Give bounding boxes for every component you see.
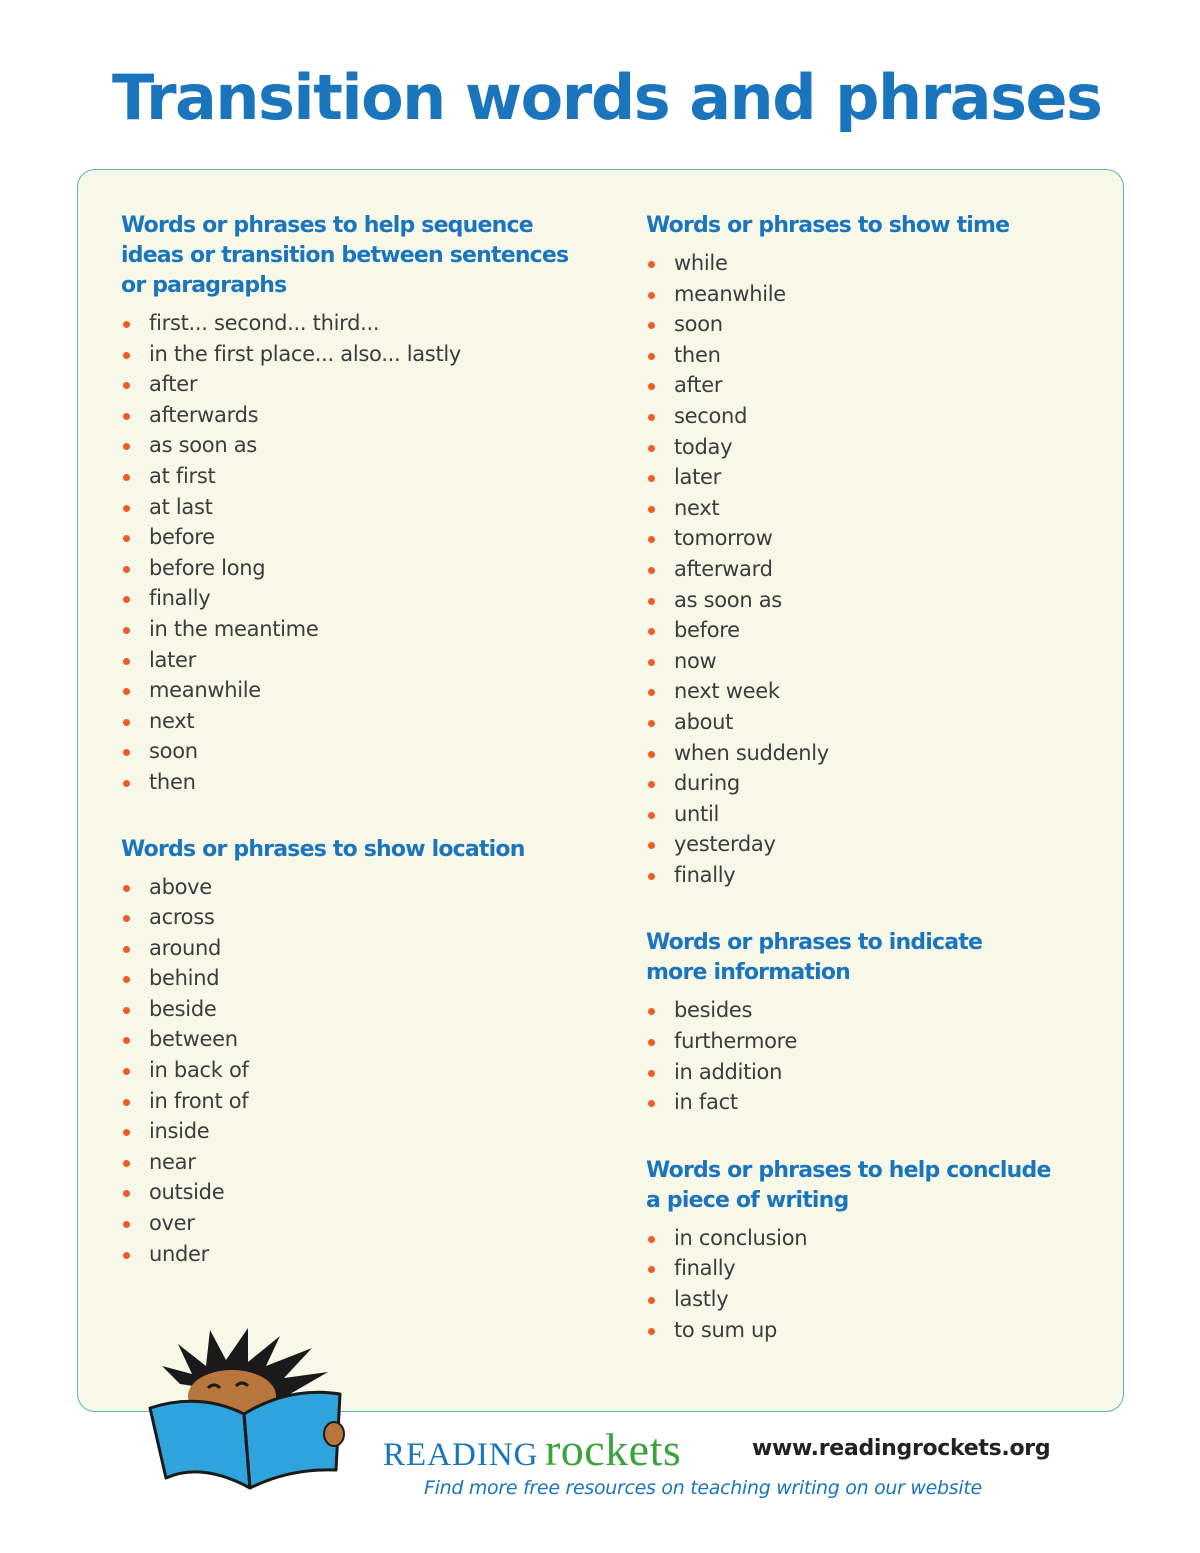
list-item: second xyxy=(646,401,1086,432)
section-heading-time xyxy=(646,211,1086,241)
list-item: about xyxy=(646,707,1086,738)
list-item: after xyxy=(646,370,1086,401)
section-heading-conclude xyxy=(646,1156,1086,1216)
list-item: while xyxy=(646,248,1086,279)
list-item: soon xyxy=(121,736,581,767)
list-item: at first xyxy=(121,461,581,492)
list-item: before xyxy=(646,615,1086,646)
list-item: next week xyxy=(646,676,1086,707)
word-list-more-information xyxy=(646,995,1086,1117)
heading-line: a piece of writing xyxy=(646,1187,849,1213)
list-item: afterward xyxy=(646,554,1086,585)
heading-line: Words or phrases to help sequence xyxy=(121,213,533,238)
heading-line: ideas or transition between sentences xyxy=(121,243,569,268)
section-conclude xyxy=(646,1156,1086,1345)
list-item: over xyxy=(121,1208,581,1239)
list-item: behind xyxy=(121,963,581,994)
list-item: to sum up xyxy=(646,1315,1086,1346)
list-item: after xyxy=(121,369,581,400)
word-list-time xyxy=(646,248,1086,890)
list-item: before long xyxy=(121,553,581,584)
list-item: lastly xyxy=(646,1284,1086,1315)
footer-tagline: Find more free resources on teaching writing on our website xyxy=(424,1477,982,1499)
list-item: beside xyxy=(121,994,581,1025)
list-item: finally xyxy=(121,583,581,614)
list-item: in fact xyxy=(646,1087,1086,1118)
list-item: outside xyxy=(121,1177,581,1208)
heading-line: more information xyxy=(646,960,851,986)
list-item: across xyxy=(121,902,581,933)
list-item: during xyxy=(646,768,1086,799)
list-item: yesterday xyxy=(646,829,1086,860)
list-item: next xyxy=(646,493,1086,524)
heading-line: Words or phrases to help conclude xyxy=(646,1157,1051,1183)
list-item: besides xyxy=(646,995,1086,1026)
list-item: between xyxy=(121,1024,581,1055)
page-title: Transition words and phrases xyxy=(112,61,1102,134)
list-item: in back of xyxy=(121,1055,581,1086)
list-item: when suddenly xyxy=(646,738,1086,769)
logo-word-reading: READING xyxy=(383,1437,539,1473)
list-item: finally xyxy=(646,1253,1086,1284)
logo-word-rockets: rockets xyxy=(544,1424,682,1475)
list-item: near xyxy=(121,1147,581,1178)
heading-line: Words or phrases to indicate xyxy=(646,930,983,956)
section-sequence xyxy=(121,211,581,798)
left-column xyxy=(121,211,581,1269)
list-item: furthermore xyxy=(646,1026,1086,1057)
section-time xyxy=(646,211,1086,890)
list-item: inside xyxy=(121,1116,581,1147)
word-list-conclude xyxy=(646,1223,1086,1345)
right-column xyxy=(646,211,1086,1345)
list-item: later xyxy=(646,462,1086,493)
list-item: above xyxy=(121,872,581,903)
list-item: in conclusion xyxy=(646,1223,1086,1254)
list-item: in addition xyxy=(646,1057,1086,1088)
section-heading-location xyxy=(121,835,581,865)
hand xyxy=(324,1422,344,1446)
list-item: under xyxy=(121,1239,581,1270)
list-item: today xyxy=(646,432,1086,463)
list-item: as soon as xyxy=(646,585,1086,616)
list-item: first... second... third... xyxy=(121,308,581,339)
list-item: meanwhile xyxy=(121,675,581,706)
word-list-location xyxy=(121,872,581,1270)
list-item: tomorrow xyxy=(646,523,1086,554)
section-location xyxy=(121,835,581,1270)
word-list-sequence xyxy=(121,308,581,798)
list-item: in front of xyxy=(121,1086,581,1117)
list-item: then xyxy=(121,767,581,798)
list-item: as soon as xyxy=(121,430,581,461)
heading-line: Words or phrases to show time xyxy=(646,213,1010,238)
list-item: before xyxy=(121,522,581,553)
list-item: in the first place... also... lastly xyxy=(121,339,581,370)
section-heading-sequence xyxy=(121,211,581,301)
list-item: later xyxy=(121,645,581,676)
list-item: next xyxy=(121,706,581,737)
list-item: in the meantime xyxy=(121,614,581,645)
list-item: soon xyxy=(646,309,1086,340)
list-item: finally xyxy=(646,860,1086,891)
website-link[interactable]: www.readingrockets.org xyxy=(752,1436,1051,1461)
list-item: around xyxy=(121,933,581,964)
list-item: then xyxy=(646,340,1086,371)
list-item: at last xyxy=(121,492,581,523)
section-more-information xyxy=(646,928,1086,1117)
list-item: meanwhile xyxy=(646,279,1086,310)
section-heading-more-information xyxy=(646,928,1086,988)
list-item: now xyxy=(646,646,1086,677)
heading-line: Words or phrases to show location xyxy=(121,836,525,862)
list-item: afterwards xyxy=(121,400,581,431)
list-item: until xyxy=(646,799,1086,830)
reading-kid-illustration xyxy=(140,1322,360,1492)
heading-line: or paragraphs xyxy=(121,273,287,298)
